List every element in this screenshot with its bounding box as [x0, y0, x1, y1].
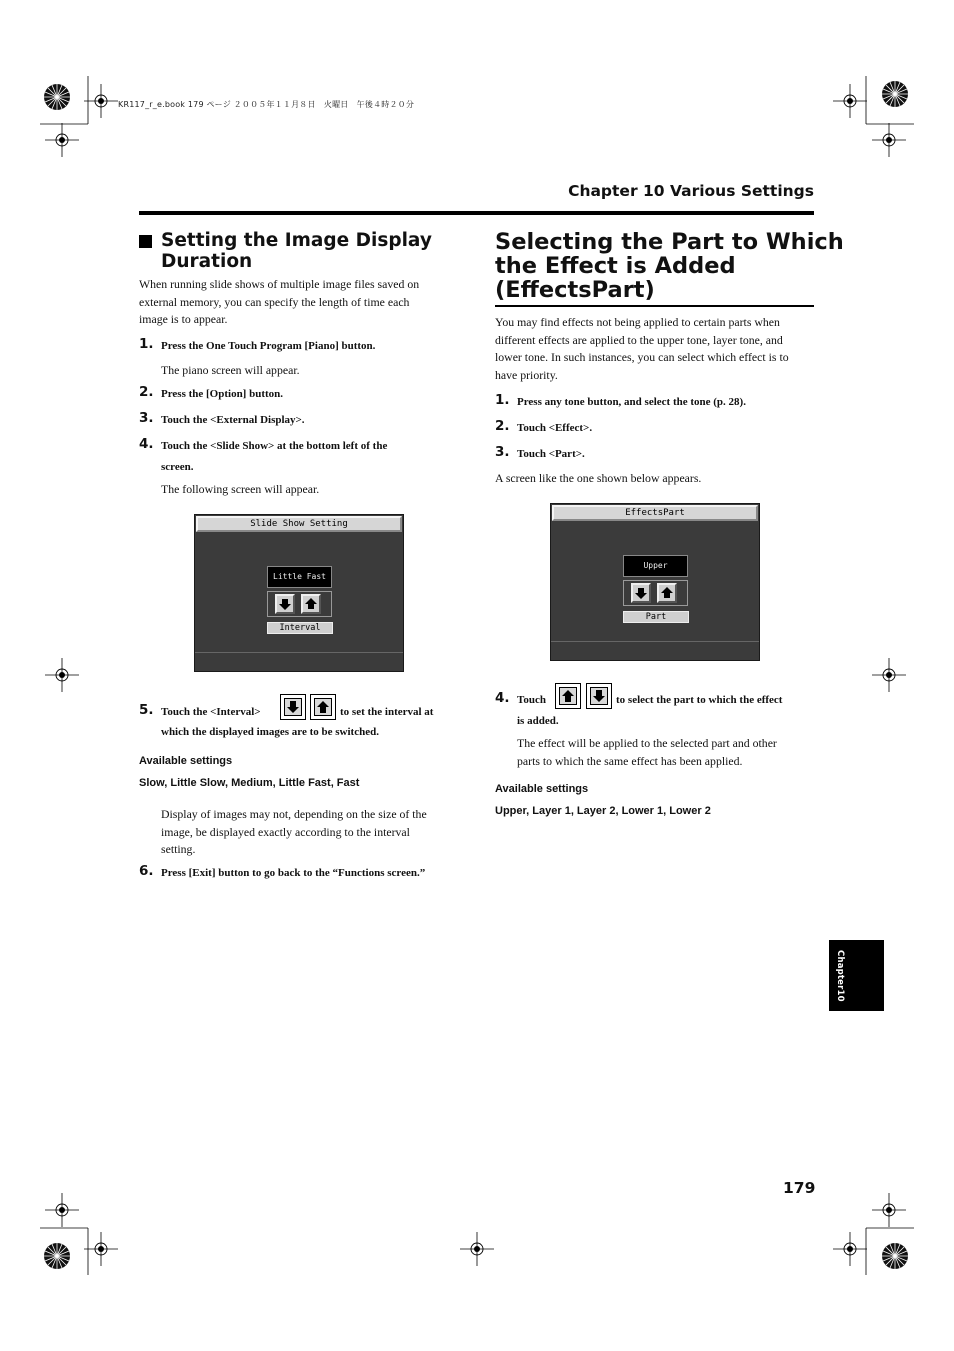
- step-number: 2.: [495, 418, 510, 434]
- available-settings-label: Available settings: [495, 783, 589, 795]
- available-settings-values: Upper, Layer 1, Layer 2, Lower 1, Lower 2: [495, 805, 711, 817]
- print-header: KR117_r_e.book 179 ページ ２００５年１１月８日 火曜日 午後４時２０分: [118, 100, 415, 109]
- chapter-tab: [829, 940, 884, 1011]
- inline-down-button: [280, 694, 306, 720]
- step-text: to select the part to which the effect: [616, 694, 783, 706]
- step-text: Press the One Touch Program [Piano] button.: [161, 340, 376, 352]
- part-tab[interactable]: Part: [623, 611, 689, 623]
- step-text: is added.: [517, 715, 559, 727]
- down-arrow-button[interactable]: [275, 594, 295, 614]
- down-arrow-button[interactable]: [631, 583, 651, 603]
- inline-down-button: [586, 683, 612, 709]
- available-settings-values: Slow, Little Slow, Medium, Little Fast, Fast: [139, 777, 360, 789]
- header-rule: [139, 211, 814, 215]
- note-line: Display of images may not, depending on the size of the: [161, 807, 427, 821]
- step-text: Touch <Effect>.: [517, 422, 593, 434]
- down-arrow-icon: [285, 699, 301, 715]
- step-text: which the displayed images are to be switched.: [161, 726, 379, 738]
- up-arrow-icon: [560, 688, 576, 704]
- screen-title: EffectsPart: [552, 505, 758, 521]
- arrow-button-group: [267, 591, 332, 617]
- step-number: 4.: [139, 436, 154, 452]
- arrow-button-group: [623, 580, 688, 606]
- interval-value-display: Little Fast: [267, 566, 332, 588]
- intro-line: different effects are applied to the upper tone, layer tone, and: [495, 332, 783, 347]
- step-text: Press [Exit] button to go back to the “Functions screen.”: [161, 867, 426, 879]
- step-number: 3.: [495, 444, 510, 460]
- title-line: (EffectsPart): [495, 277, 655, 303]
- step-text: [161, 436, 387, 478]
- step-number: 6.: [139, 863, 154, 879]
- screen-footer-divider: [195, 652, 403, 653]
- step-text: Touch <Part>.: [517, 448, 585, 460]
- section-bullet-square: [139, 235, 152, 248]
- effects-part-title: [495, 230, 844, 302]
- step-number: 3.: [139, 410, 154, 426]
- chapter-tab-label: Chapter10: [835, 950, 845, 1002]
- intro-line: You may find effects not being applied to certain parts when: [495, 315, 780, 329]
- interval-note: [161, 806, 471, 859]
- up-arrow-icon: [315, 699, 331, 715]
- inline-up-button: [310, 694, 336, 720]
- title-line: Selecting the Part to Which: [495, 229, 844, 255]
- step-text: to set the interval at: [340, 706, 434, 718]
- step-number: 1.: [139, 336, 154, 352]
- intro-line: When running slide shows of multiple image files saved on: [139, 277, 420, 291]
- step-number: 4.: [495, 690, 510, 706]
- down-arrow-icon: [633, 585, 649, 601]
- step-note: The piano screen will appear.: [161, 363, 300, 377]
- note-line: setting.: [161, 842, 196, 857]
- section-title: [161, 230, 432, 272]
- effects-part-screen: [550, 503, 760, 661]
- down-arrow-icon: [277, 596, 293, 612]
- right-intro: [495, 314, 815, 384]
- available-settings-label: Available settings: [139, 755, 233, 767]
- intro-line: lower tone. In such instances, you can select which effect is to: [495, 350, 789, 365]
- screen-title: Slide Show Setting: [196, 516, 402, 532]
- down-arrow-icon: [591, 688, 607, 704]
- interval-tab[interactable]: Interval: [267, 622, 333, 634]
- running-header: Chapter 10 Various Settings: [568, 182, 814, 200]
- up-arrow-icon: [303, 596, 319, 612]
- step-text: Press the [Option] button.: [161, 388, 284, 400]
- step-note: The following screen will appear.: [161, 482, 320, 496]
- step-text-line: Touch the <Slide Show> at the bottom left of the: [161, 440, 388, 452]
- step-text: Touch: [517, 694, 546, 706]
- part-value-display: Upper: [623, 555, 688, 577]
- title-rule: [495, 305, 814, 307]
- step-text: Press any tone button, and select the tone (p. 28).: [517, 396, 746, 408]
- step-text: Touch the <Interval>: [161, 706, 261, 718]
- page-number: 179: [783, 1179, 816, 1197]
- note-line: image, be displayed exactly according to the interval: [161, 824, 410, 839]
- left-intro: [139, 276, 469, 329]
- step-number: 5.: [139, 702, 154, 718]
- step-note: A screen like the one shown below appears.: [495, 471, 702, 485]
- section-title-line1: Setting the Image Display: [161, 230, 432, 251]
- note-line: The effect will be applied to the selected part and other: [517, 736, 777, 750]
- inline-up-button: [555, 683, 581, 709]
- intro-line: have priority.: [495, 367, 558, 382]
- up-arrow-button[interactable]: [657, 583, 677, 603]
- step-number: 2.: [139, 384, 154, 400]
- slide-show-setting-screen: [194, 514, 404, 672]
- up-arrow-icon: [659, 585, 675, 601]
- step-number: 1.: [495, 392, 510, 408]
- intro-line: external memory, you can specify the length of time each: [139, 294, 410, 309]
- step-note: [517, 735, 817, 770]
- intro-line: image is to appear.: [139, 312, 228, 327]
- title-line: the Effect is Added: [495, 253, 736, 279]
- note-line: parts to which the same effect has been applied.: [517, 753, 743, 768]
- step-text: Touch the <External Display>.: [161, 414, 305, 426]
- step-text-line: screen.: [161, 461, 194, 473]
- section-title-line2: Duration: [161, 251, 253, 272]
- up-arrow-button[interactable]: [301, 594, 321, 614]
- screen-footer-divider: [551, 641, 759, 642]
